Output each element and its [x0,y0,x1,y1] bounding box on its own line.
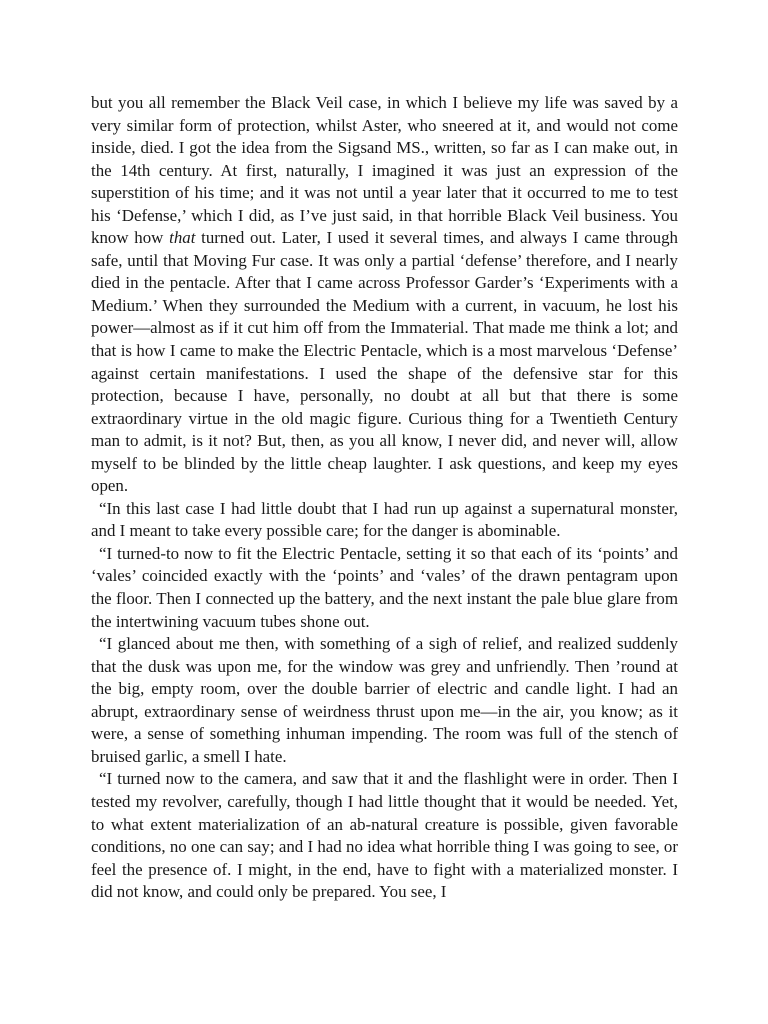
paragraph-2: “In this last case I had little doubt that I had run up against a supernatural monster, and I meant to take every possible care; for the danger is abominable. [91,498,678,541]
paragraph-4: “I glanced about me then, with something of a sigh of relief, and realized suddenly that the dusk was upon me, for the window was grey and unfriendly. Then ’round at the big, empty room, over the double barrier of electric and candle light. I had an abrupt, extraordinary sense of weirdness thrust upon me—in the air, you know; as it were, a sense of something inhuman impending. The room was full of the stench of bruised garlic, a smell I hate. [91,634,678,766]
paragraph-5: “I turned now to the camera, and saw that it and the flashlight were in order. Then I tested my revolver, carefully, though I had little thought that it would be needed. Yet, to what extent materialization of an ab-natural creature is possible, given favorable conditions, no one can say; and I had no idea what horrible thing I was going to see, or feel the presence of. I might, in the end, have to fight with a materialized monster. I did not know, and could only be prepared. You see, I [91,769,678,902]
paragraph-1-text-after: turned out. Later, I used it several times, and always I came through safe, until that Moving Fur case. It was only a partial ‘defense’ therefore, and I nearly died in the pentacle. After that I came across Professor Garder’s ‘Experiments with a Medium.’ When they surrounded the Medium with a current, in vacuum, he lost his power—almost as if it cut him off from the Immaterial. That made me think a lot; and that is how I came to make the Electric Pentacle, which is a most marvelous ‘Defense’ against certain manifestations. I used the shape of the defensive star for this protection, because I have, personally, no doubt at all but that there is some extraordinary virtue in the old magic figure. Curious thing for a Twentieth Century man to admit, is it not? But, then, as you all know, I never did, and never will, allow myself to be blinded by the little cheap laughter. I ask questions, and keep my eyes open. [91,228,678,496]
paragraph-1 [91,92,678,498]
document-page [91,92,678,904]
paragraph-3: “I turned-to now to fit the Electric Pentacle, setting it so that each of its ‘points’ and ‘vales’ coincided exactly with the ‘points’ and ‘vales’ of the drawn pentagram upon the floor. Then I connected up the battery, and the next instant the pale blue glare from the intertwining vacuum tubes shone out. [91,543,678,631]
paragraph-1-emphasis: that [169,228,196,248]
paragraph-1-text-before: but you all remember the Black Veil case, in which I believe my life was saved by a very similar form of protection, whilst Aster, who sneered at it, and would not come inside, died. I got the idea from the Sigsand MS., written, so far as I can make out, in the 14th century. At first, naturally, I imagined it was just an expression of the superstition of his time; and it was not until a year later that it occurred to me to test his ‘Defense,’ which I did, as I’ve just said, in that horrible Black Veil business. You know how [91,93,678,248]
